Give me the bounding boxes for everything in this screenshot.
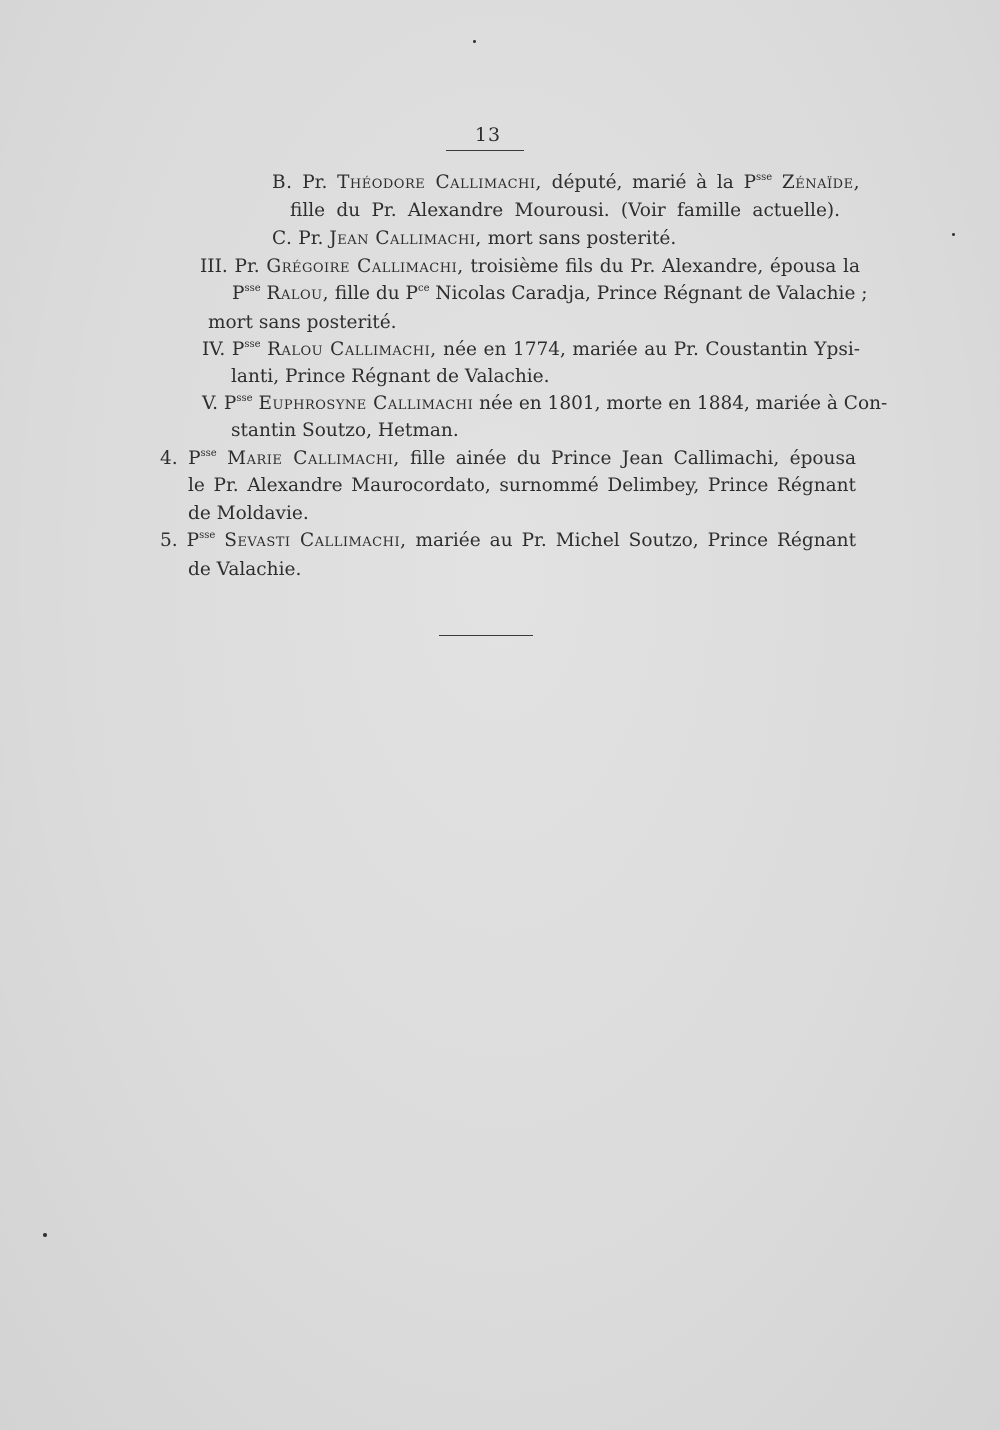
- entry-v-name: Euphrosyne Callimachi: [258, 393, 474, 414]
- entry-iv-marker: IV.: [202, 339, 226, 360]
- entry-4-line-1: [160, 446, 856, 472]
- entry-iv-line-2: lanti, Prince Régnant de Valachie.: [231, 366, 550, 387]
- entry-v-title-p: $P^{sse}$: [223, 393, 253, 414]
- entry-b-line-1: [272, 170, 860, 196]
- entry-iii-text-2b: Nicolas Caradja, Prince Régnant de Valachie ;: [435, 283, 868, 304]
- entry-4-marker: 4.: [160, 448, 178, 469]
- entry-iii-line-1: [200, 254, 860, 280]
- footer-rule: [439, 635, 533, 636]
- entry-v-line-1: [202, 391, 888, 417]
- entry-iii-line-2: [232, 281, 868, 307]
- entry-c-marker: C.: [272, 228, 293, 249]
- scan-speck: [43, 1233, 47, 1237]
- entry-iii-text: troisième fils du Pr. Alexandre, épousa la: [470, 256, 860, 277]
- entry-v-marker: V.: [202, 393, 219, 414]
- entry-iii-title-p: $P^{sse}$: [232, 283, 261, 304]
- page-number: 13: [474, 124, 502, 146]
- entry-b-line-2: fille du Pr. Alexandre Mourousi. (Voir famille actuelle).: [290, 200, 840, 221]
- entry-b-spouse: Zénaïde,: [781, 172, 860, 193]
- entry-b-title: Pr.: [302, 172, 328, 193]
- entry-b-title-p: $P^{sse}$: [743, 172, 773, 193]
- entry-5-marker: 5.: [160, 530, 178, 551]
- entry-5-line-1: [160, 528, 856, 554]
- entry-iii-title-pce: $P^{ce}$: [405, 283, 430, 304]
- entry-5-title-p: $P^{sse}$: [186, 530, 216, 551]
- entry-iv-text: née en 1774, mariée au Pr. Coustantin Ypsi-: [443, 339, 860, 360]
- entry-v-line-2: stantin Soutzo, Hetman.: [231, 420, 459, 441]
- entry-b-text: député, marié à la: [551, 172, 734, 193]
- scan-speck: [952, 233, 955, 236]
- entry-v-text: née en 1801, morte en 1884, mariée à Con-: [479, 393, 888, 414]
- entry-iii-line-3: mort sans posterité.: [208, 312, 397, 333]
- scan-speck: [473, 40, 476, 43]
- entry-iii-text-2a: fille du: [334, 283, 400, 304]
- entry-5-line-2: de Valachie.: [188, 559, 302, 580]
- entry-iii-spouse: Ralou,: [266, 283, 329, 304]
- entry-c-text: mort sans posterité.: [487, 228, 677, 249]
- entry-c-title: Pr.: [298, 228, 324, 249]
- entry-iv-name: Ralou Callimachi,: [267, 339, 437, 360]
- entry-b-name: Théodore Callimachi,: [337, 172, 542, 193]
- entry-iii-marker: III.: [200, 256, 228, 277]
- entry-4-name: Marie Callimachi,: [227, 448, 400, 469]
- entry-c-name: Jean Callimachi,: [329, 228, 482, 249]
- entry-iii-name: Grégoire Callimachi,: [266, 256, 464, 277]
- entry-b-marker: B.: [272, 172, 293, 193]
- entry-5-name: Sevasti Callimachi,: [224, 530, 407, 551]
- entry-iii-title: Pr.: [234, 256, 260, 277]
- entry-4-line-3: de Moldavie.: [188, 503, 309, 524]
- entry-4-title-p: $P^{sse}$: [188, 448, 217, 469]
- entry-iv-line-1: [202, 337, 860, 363]
- entry-iv-title-p: $P^{sse}$: [231, 339, 261, 360]
- header-rule: [446, 150, 524, 151]
- entry-5-text: mariée au Pr. Michel Soutzo, Prince Régnant: [415, 530, 857, 551]
- entry-4-text: fille ainée du Prince Jean Callimachi, épousa: [410, 448, 856, 469]
- entry-c-line-1: [272, 226, 676, 252]
- entry-4-line-2: le Pr. Alexandre Maurocordato, surnommé Delimbey, Prince Régnant: [188, 475, 856, 496]
